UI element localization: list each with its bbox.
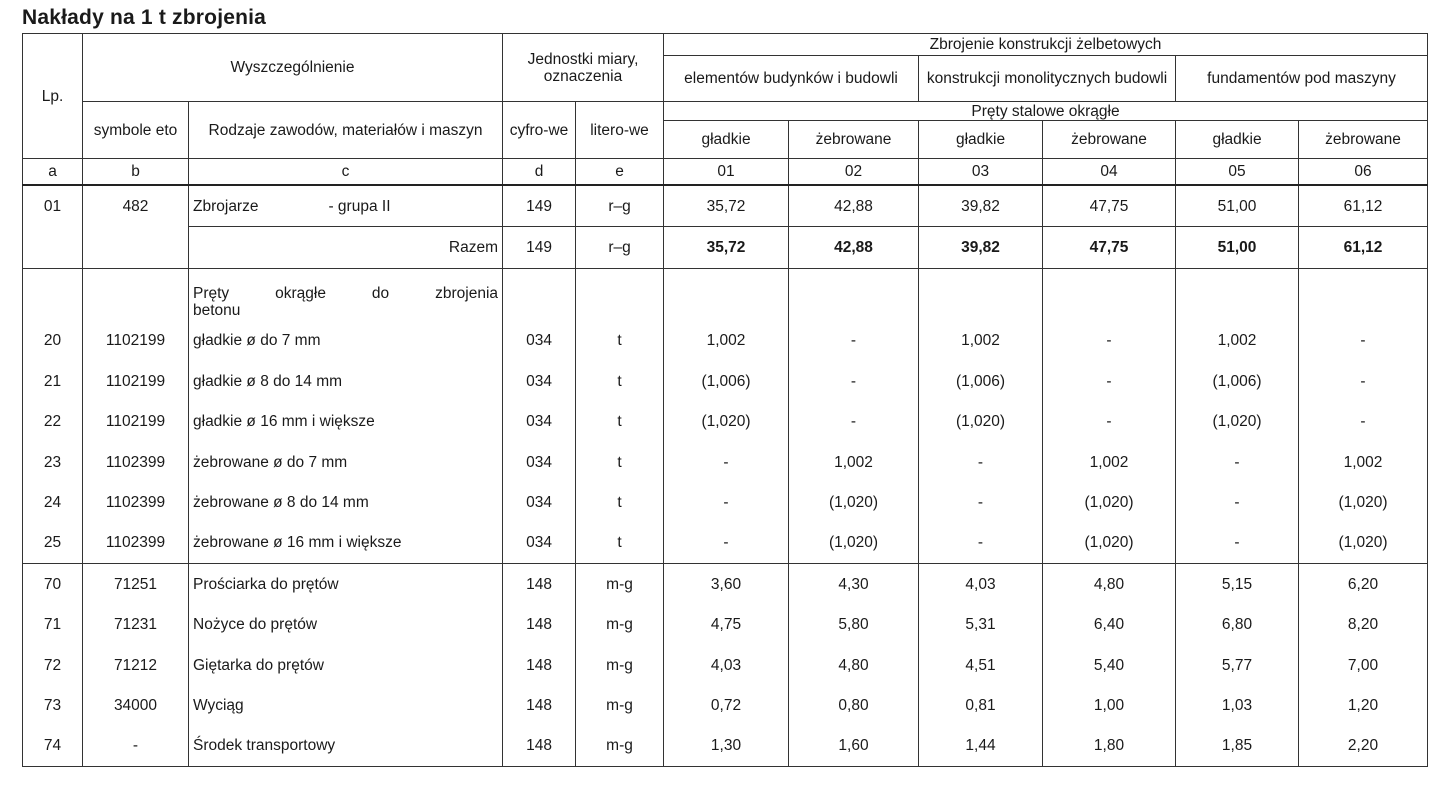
cell-value-04: 47,75 xyxy=(1043,227,1176,268)
cell-value-03: 1,44 xyxy=(919,726,1043,767)
table-row xyxy=(23,482,1428,522)
cell-symbol: 71212 xyxy=(83,645,189,685)
cell-value-02: 1,60 xyxy=(789,726,919,767)
cell-value-02: - xyxy=(789,321,919,361)
cell-value-01: (1,006) xyxy=(664,361,789,401)
cell-value-02: - xyxy=(789,361,919,401)
cell-value-03: - xyxy=(919,442,1043,482)
cell-unit-code: 148 xyxy=(503,685,576,725)
cell-value-05: 51,00 xyxy=(1176,185,1299,227)
letter-04: 04 xyxy=(1043,159,1176,186)
cell-symbol: 1102199 xyxy=(83,402,189,442)
cell-unit-code: 034 xyxy=(503,402,576,442)
cell-value-03: (1,006) xyxy=(919,361,1043,401)
cell-unit-code: 149 xyxy=(503,185,576,227)
cell-name-text: gładkie ø do 7 mm xyxy=(193,332,321,350)
group-heading-line-2: betonu xyxy=(193,301,241,319)
cell-symbol: 1102399 xyxy=(83,482,189,522)
cell-name xyxy=(189,402,503,442)
header-subcol-02: żebrowane xyxy=(789,121,919,159)
cell-unit-symbol: r–g xyxy=(576,227,664,268)
cell-value-01 xyxy=(664,268,789,321)
table-row xyxy=(23,442,1428,482)
header-literowe: litero-we xyxy=(576,102,664,159)
cell-value-05: - xyxy=(1176,482,1299,522)
header-rodzaje: Rodzaje zawodów, materiałów i maszyn xyxy=(189,102,503,159)
cell-value-02: (1,020) xyxy=(789,523,919,564)
cell-unit-code: 034 xyxy=(503,442,576,482)
cell-value-02: - xyxy=(789,402,919,442)
cell-name xyxy=(189,361,503,401)
cell-symbol xyxy=(83,227,189,268)
cell-value-01: 4,03 xyxy=(664,645,789,685)
cell-name-text: Giętarka do prętów xyxy=(193,656,324,674)
cell-value-06: 61,12 xyxy=(1299,227,1428,268)
cell-name-text: żebrowane ø do 7 mm xyxy=(193,453,348,471)
cell-lp: 72 xyxy=(23,645,83,685)
letter-e: e xyxy=(576,159,664,186)
cell-symbol xyxy=(83,268,189,321)
letter-d: d xyxy=(503,159,576,186)
header-subcol-06: żebrowane xyxy=(1299,121,1428,159)
group-heading-line-1: Pręty okrągłe do zbrojenia xyxy=(193,284,499,302)
cell-value-04: 1,00 xyxy=(1043,685,1176,725)
cell-lp: 21 xyxy=(23,361,83,401)
cell-name-text: gładkie ø 16 mm i większe xyxy=(193,413,375,431)
cell-value-05: 6,80 xyxy=(1176,605,1299,645)
cell-lp: 24 xyxy=(23,482,83,522)
cell-name xyxy=(189,227,503,268)
cell-value-02: 5,80 xyxy=(789,605,919,645)
cell-value-04: 5,40 xyxy=(1043,645,1176,685)
cell-value-06: - xyxy=(1299,361,1428,401)
cell-symbol: 71251 xyxy=(83,564,189,605)
cell-unit-symbol: t xyxy=(576,482,664,522)
cell-value-03: 5,31 xyxy=(919,605,1043,645)
cell-value-05: 5,15 xyxy=(1176,564,1299,605)
cell-value-05 xyxy=(1176,268,1299,321)
letter-02: 02 xyxy=(789,159,919,186)
cell-symbol: 1102199 xyxy=(83,321,189,361)
cell-value-06: - xyxy=(1299,321,1428,361)
header-subcol-03: gładkie xyxy=(919,121,1043,159)
cell-value-01: 35,72 xyxy=(664,185,789,227)
cell-lp: 74 xyxy=(23,726,83,767)
header-group-1: elementów budynków i budowli xyxy=(664,56,919,102)
cell-value-02: 1,002 xyxy=(789,442,919,482)
header-lp: Lp. xyxy=(23,34,83,159)
cell-unit-code: 149 xyxy=(503,227,576,268)
cell-value-04: 6,40 xyxy=(1043,605,1176,645)
cell-name-text: Razem xyxy=(448,239,499,257)
cell-value-06: 2,20 xyxy=(1299,726,1428,767)
table-row xyxy=(23,227,1428,268)
cell-unit-code: 148 xyxy=(503,564,576,605)
table-row xyxy=(23,645,1428,685)
cell-name xyxy=(189,645,503,685)
cell-value-02: 42,88 xyxy=(789,227,919,268)
cell-unit-code: 148 xyxy=(503,726,576,767)
table-row xyxy=(23,523,1428,564)
cell-value-04: - xyxy=(1043,402,1176,442)
cell-value-03: - xyxy=(919,482,1043,522)
cell-value-06: (1,020) xyxy=(1299,482,1428,522)
cell-name xyxy=(189,321,503,361)
table-row xyxy=(23,321,1428,361)
cell-name-text: żebrowane ø 8 do 14 mm xyxy=(193,494,369,512)
cell-value-02: 0,80 xyxy=(789,685,919,725)
cell-symbol: 1102399 xyxy=(83,523,189,564)
cell-name-text: Wyciąg xyxy=(193,696,244,714)
page-title: Nakłady na 1 t zbrojenia xyxy=(22,6,267,29)
cell-value-01: - xyxy=(664,523,789,564)
letter-06: 06 xyxy=(1299,159,1428,186)
cell-symbol: 1102399 xyxy=(83,442,189,482)
letter-b: b xyxy=(83,159,189,186)
cell-value-03: - xyxy=(919,523,1043,564)
cell-lp: 25 xyxy=(23,523,83,564)
cell-value-05: 1,03 xyxy=(1176,685,1299,725)
cell-lp: 70 xyxy=(23,564,83,605)
cell-value-05: (1,020) xyxy=(1176,402,1299,442)
cell-value-02: 4,30 xyxy=(789,564,919,605)
cell-unit-code: 148 xyxy=(503,605,576,645)
cell-value-04 xyxy=(1043,268,1176,321)
header-jednostki: Jednostki miary, oznaczenia xyxy=(503,34,664,102)
letter-c: c xyxy=(189,159,503,186)
cell-value-05: (1,006) xyxy=(1176,361,1299,401)
cell-unit-symbol: t xyxy=(576,442,664,482)
cell-value-04: 4,80 xyxy=(1043,564,1176,605)
cell-name xyxy=(189,482,503,522)
cell-value-04: - xyxy=(1043,321,1176,361)
table-row xyxy=(23,185,1428,227)
cell-value-01: (1,020) xyxy=(664,402,789,442)
cell-value-01: 4,75 xyxy=(664,605,789,645)
table-row xyxy=(23,361,1428,401)
cell-lp: 01 xyxy=(23,185,83,227)
cell-value-06 xyxy=(1299,268,1428,321)
cell-value-06: 7,00 xyxy=(1299,645,1428,685)
cell-value-06: 1,20 xyxy=(1299,685,1428,725)
cell-value-06: - xyxy=(1299,402,1428,442)
cell-value-01: 0,72 xyxy=(664,685,789,725)
cell-value-05: 1,002 xyxy=(1176,321,1299,361)
cell-unit-symbol: m-g xyxy=(576,605,664,645)
cell-value-03: 1,002 xyxy=(919,321,1043,361)
table-row xyxy=(23,685,1428,725)
cell-unit-symbol: t xyxy=(576,361,664,401)
table-body xyxy=(23,185,1428,767)
cell-name xyxy=(189,685,503,725)
cell-value-02: (1,020) xyxy=(789,482,919,522)
header-zbrojenie: Zbrojenie konstrukcji żelbetowych xyxy=(664,34,1428,56)
cell-lp xyxy=(23,268,83,321)
cell-unit-symbol: t xyxy=(576,523,664,564)
cell-value-01: - xyxy=(664,482,789,522)
cell-name xyxy=(189,523,503,564)
cell-symbol: 482 xyxy=(83,185,189,227)
cell-unit-symbol xyxy=(576,268,664,321)
cell-value-03: 0,81 xyxy=(919,685,1043,725)
cell-name-text: gładkie ø 8 do 14 mm xyxy=(193,372,343,390)
cell-value-03: 4,03 xyxy=(919,564,1043,605)
header-cyfrowe: cyfro-we xyxy=(503,102,576,159)
cell-value-06: 6,20 xyxy=(1299,564,1428,605)
cell-value-06: 1,002 xyxy=(1299,442,1428,482)
cell-value-06: 61,12 xyxy=(1299,185,1428,227)
cell-unit-code: 148 xyxy=(503,645,576,685)
cell-symbol: 34000 xyxy=(83,685,189,725)
letter-01: 01 xyxy=(664,159,789,186)
cell-name-text: żebrowane ø 16 mm i większe xyxy=(193,534,402,552)
cell-lp: 71 xyxy=(23,605,83,645)
cell-value-05: 51,00 xyxy=(1176,227,1299,268)
cell-value-04: - xyxy=(1043,361,1176,401)
cell-lp xyxy=(23,227,83,268)
header-group-2: konstrukcji monolitycznych budowli xyxy=(919,56,1176,102)
cell-unit-code: 034 xyxy=(503,482,576,522)
cell-unit-symbol: m-g xyxy=(576,645,664,685)
cell-lp: 22 xyxy=(23,402,83,442)
cell-value-03: 39,82 xyxy=(919,185,1043,227)
norm-table xyxy=(22,33,1428,767)
cell-unit-symbol: t xyxy=(576,402,664,442)
cell-value-02: 4,80 xyxy=(789,645,919,685)
letter-03: 03 xyxy=(919,159,1043,186)
cell-value-04: 1,002 xyxy=(1043,442,1176,482)
cell-name xyxy=(189,185,503,227)
letter-05: 05 xyxy=(1176,159,1299,186)
cell-value-01: 1,30 xyxy=(664,726,789,767)
cell-lp: 20 xyxy=(23,321,83,361)
cell-grupa-text: - grupa II xyxy=(328,197,391,215)
table-row xyxy=(23,402,1428,442)
cell-name xyxy=(189,442,503,482)
cell-value-06: 8,20 xyxy=(1299,605,1428,645)
cell-unit-symbol: m-g xyxy=(576,685,664,725)
header-subcol-01: gładkie xyxy=(664,121,789,159)
cell-value-03: 39,82 xyxy=(919,227,1043,268)
cell-value-04: 1,80 xyxy=(1043,726,1176,767)
cell-value-04: (1,020) xyxy=(1043,482,1176,522)
cell-name xyxy=(189,268,503,321)
cell-symbol: 71231 xyxy=(83,605,189,645)
cell-value-03: (1,020) xyxy=(919,402,1043,442)
cell-value-04: 47,75 xyxy=(1043,185,1176,227)
cell-value-01: 3,60 xyxy=(664,564,789,605)
table-row xyxy=(23,564,1428,605)
table-row xyxy=(23,605,1428,645)
cell-value-02 xyxy=(789,268,919,321)
table-row xyxy=(23,268,1428,321)
header-wyszczegolnienie: Wyszczególnienie xyxy=(83,34,503,102)
cell-value-01: 35,72 xyxy=(664,227,789,268)
cell-unit-symbol: m-g xyxy=(576,564,664,605)
cell-unit-symbol: t xyxy=(576,321,664,361)
cell-name-text: Nożyce do prętów xyxy=(193,616,318,634)
cell-name xyxy=(189,564,503,605)
cell-value-01: - xyxy=(664,442,789,482)
cell-name xyxy=(189,605,503,645)
cell-value-02: 42,88 xyxy=(789,185,919,227)
cell-lp: 23 xyxy=(23,442,83,482)
header-group-3: fundamentów pod maszyny xyxy=(1176,56,1428,102)
cell-name-text: Zbrojarze xyxy=(193,197,259,215)
header-symbole: symbole eto xyxy=(83,102,189,159)
cell-symbol: 1102199 xyxy=(83,361,189,401)
cell-name-text: Prościarka do prętów xyxy=(193,575,339,593)
cell-value-05: 1,85 xyxy=(1176,726,1299,767)
cell-unit-code: 034 xyxy=(503,321,576,361)
cell-value-03: 4,51 xyxy=(919,645,1043,685)
cell-value-06: (1,020) xyxy=(1299,523,1428,564)
cell-value-03 xyxy=(919,268,1043,321)
cell-unit-code: 034 xyxy=(503,361,576,401)
letter-a: a xyxy=(23,159,83,186)
header-prety: Pręty stalowe okrągłe xyxy=(664,102,1428,121)
cell-name xyxy=(189,726,503,767)
cell-value-01: 1,002 xyxy=(664,321,789,361)
cell-value-05: - xyxy=(1176,442,1299,482)
cell-value-05: 5,77 xyxy=(1176,645,1299,685)
cell-lp: 73 xyxy=(23,685,83,725)
cell-value-05: - xyxy=(1176,523,1299,564)
cell-unit-code: 034 xyxy=(503,523,576,564)
cell-unit-symbol: r–g xyxy=(576,185,664,227)
cell-unit-code xyxy=(503,268,576,321)
table-row xyxy=(23,726,1428,767)
cell-value-04: (1,020) xyxy=(1043,523,1176,564)
header-subcol-05: gładkie xyxy=(1176,121,1299,159)
cell-symbol: - xyxy=(83,726,189,767)
cell-name-text: Środek transportowy xyxy=(193,737,336,755)
cell-unit-symbol: m-g xyxy=(576,726,664,767)
header-subcol-04: żebrowane xyxy=(1043,121,1176,159)
